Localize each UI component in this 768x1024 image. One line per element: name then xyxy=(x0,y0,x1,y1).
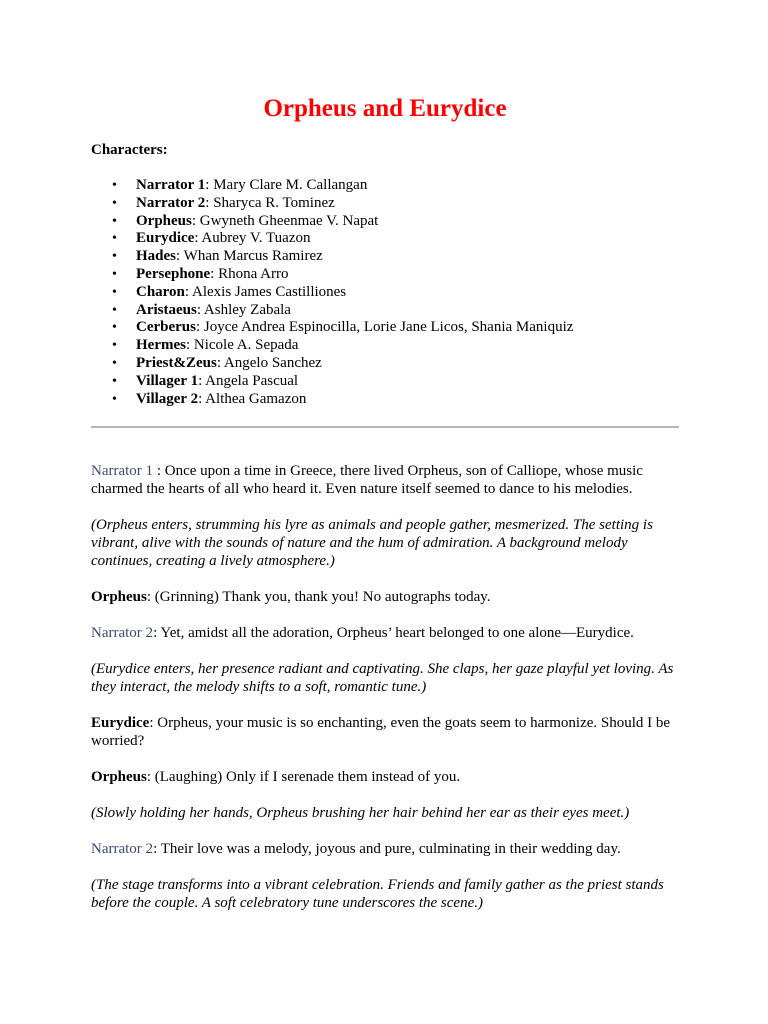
cast-actor: : Nicole A. Sepada xyxy=(185,337,299,354)
dialogue-text: : (Grinning) Thank you, thank you! No autographs today. xyxy=(146,589,491,605)
bullet-icon: • xyxy=(112,178,117,193)
cast-role: Charon xyxy=(136,283,185,300)
bullet-icon: • xyxy=(112,284,117,300)
cast-role: Eurydice xyxy=(136,230,195,247)
dialogue-text: : Yet, amidst all the adoration, Orpheus’ heart belonged to one alone—Eurydice. xyxy=(153,625,634,641)
cast-actor: : Whan Marcus Ramirez xyxy=(176,248,323,265)
bullet-icon: • xyxy=(112,302,117,318)
bullet-icon: • xyxy=(112,213,117,229)
cast-actor: : Ashley Zabala xyxy=(196,301,291,318)
script-body xyxy=(91,462,681,930)
stage-direction: (Eurydice enters, her presence radiant and captivating. She claps, her gaze playful yet loving. As they interact, the melody shifts to a soft, romantic tune.) xyxy=(91,661,674,695)
dialogue-text: : Orpheus, your music is so enchanting, even the goats seem to harmonize. Should I be worried? xyxy=(91,715,671,749)
bullet-icon: • xyxy=(112,338,117,354)
speaker-name: Narrator 1 xyxy=(91,463,154,479)
bullet-icon: • xyxy=(112,266,117,282)
cast-role: Hades xyxy=(136,248,177,265)
stage-direction: (Slowly holding her hands, Orpheus brushing her hair behind her ear as their eyes meet.) xyxy=(91,805,630,821)
dialogue-text: : Once upon a time in Greece, there lived Orpheus, son of Calliope, whose music charmed the hearts of all who heard it. Even nature itself seemed to dance to his melodies. xyxy=(91,463,643,497)
cast-item xyxy=(91,266,573,284)
cast-actor: : Althea Gamazon xyxy=(198,390,307,407)
cast-item xyxy=(91,302,573,320)
speaker-name: Orpheus xyxy=(91,589,147,605)
speaker-name: Narrator 2 xyxy=(91,625,154,641)
script-line xyxy=(91,588,681,606)
bullet-icon: • xyxy=(112,391,117,407)
characters-heading: Characters: xyxy=(91,142,168,158)
cast-item xyxy=(91,373,573,391)
bullet-icon: • xyxy=(112,249,117,265)
script-line xyxy=(91,840,681,858)
cast-actor: : Alexis James Castilliones xyxy=(184,283,347,300)
stage-direction: (The stage transforms into a vibrant celebration. Friends and family gather as the priest stands before the couple. A soft celebratory tune underscores the scene.) xyxy=(91,877,664,911)
speaker-name: Eurydice xyxy=(91,715,150,731)
cast-list xyxy=(91,177,573,408)
cast-actor: : Mary Clare M. Callangan xyxy=(205,177,368,193)
cast-role: Cerberus xyxy=(136,319,196,336)
cast-actor: : Gwyneth Gheenmae V. Napat xyxy=(191,212,379,229)
cast-role: Villager 2 xyxy=(136,390,199,407)
bullet-icon: • xyxy=(112,373,117,389)
cast-item xyxy=(91,195,573,213)
cast-item xyxy=(91,213,573,231)
cast-actor: : Sharyca R. Tominez xyxy=(205,194,335,211)
bullet-icon: • xyxy=(112,231,117,247)
dialogue-text: : (Laughing) Only if I serenade them instead of you. xyxy=(146,769,461,785)
horizontal-divider xyxy=(91,426,679,428)
cast-role: Priest&Zeus xyxy=(136,354,217,371)
cast-role: Hermes xyxy=(136,337,186,354)
script-line xyxy=(91,462,681,498)
bullet-icon: • xyxy=(112,320,117,336)
cast-item xyxy=(91,319,573,337)
cast-item xyxy=(91,284,573,302)
cast-item xyxy=(91,177,573,195)
cast-role: Villager 1 xyxy=(136,372,199,389)
script-line xyxy=(91,714,681,750)
cast-item xyxy=(91,355,573,373)
cast-actor: : Angela Pascual xyxy=(198,372,299,389)
cast-actor: : Angelo Sanchez xyxy=(216,354,322,371)
cast-actor: : Rhona Arro xyxy=(210,265,289,282)
speaker-name: Narrator 2 xyxy=(91,841,154,857)
bullet-icon: • xyxy=(112,195,117,211)
bullet-icon: • xyxy=(112,355,117,371)
dialogue-text: : Their love was a melody, joyous and pure, culminating in their wedding day. xyxy=(153,841,621,857)
cast-role: Narrator 1 xyxy=(136,177,206,193)
speaker-name: Orpheus xyxy=(91,769,147,785)
cast-item xyxy=(91,391,573,409)
cast-role: Narrator 2 xyxy=(136,194,206,211)
cast-role: Aristaeus xyxy=(136,301,197,318)
cast-item xyxy=(91,230,573,248)
cast-role: Orpheus xyxy=(136,212,192,229)
cast-item xyxy=(91,337,573,355)
cast-actor: : Aubrey V. Tuazon xyxy=(194,230,311,247)
document-title: Orpheus and Eurydice xyxy=(263,95,507,122)
stage-direction: (Orpheus enters, strumming his lyre as animals and people gather, mesmerized. The setting is vibrant, alive with the sounds of nature and the hum of admiration. A background melody continues, creating a lively atmosphere.) xyxy=(91,517,653,569)
cast-actor: : Joyce Andrea Espinocilla, Lorie Jane Licos, Shania Maniquiz xyxy=(196,319,574,336)
cast-role: Persephone xyxy=(136,265,211,282)
script-line xyxy=(91,624,681,642)
cast-item xyxy=(91,248,573,266)
script-line xyxy=(91,768,681,786)
